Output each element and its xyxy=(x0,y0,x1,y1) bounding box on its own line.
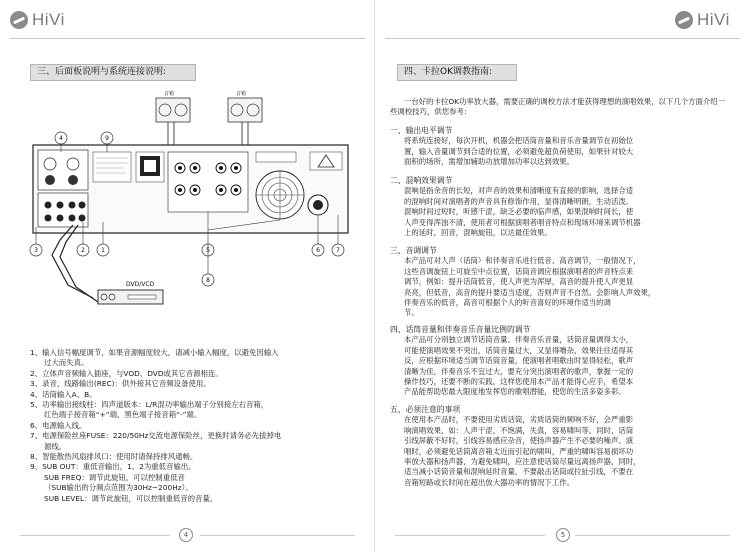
section-line: 伴奏音乐的低音，高音可根据个人的听音喜好的环境作适当的调 xyxy=(404,298,611,308)
rear-panel-diagram xyxy=(18,90,358,320)
section-line: 率放大器和扬声器，为避免啸叫，应注意使话筒尽量远离扬声器，同时， xyxy=(404,457,641,467)
callout-5: 5 xyxy=(206,247,210,254)
page-number-left: 4 xyxy=(179,528,193,542)
karaoke-intro: 一台好的卡拉OK功率放大器，需要正确的调校方法才能获得理想的演唱效果，以下几个方面介绍一些调校技巧，供您参考： xyxy=(390,97,726,117)
sub-note-1: SUB FREQ：调节此旋钮，可以控制重低音 xyxy=(44,472,185,482)
callout-6: 6 xyxy=(316,247,320,254)
callout-1: 1 xyxy=(101,247,105,254)
section-heading: 三、音调调节 xyxy=(390,246,437,255)
brand-logo xyxy=(10,10,65,30)
rear-panel-notes xyxy=(30,348,360,504)
section-line: 亮亮，但低音，高音的提升要适当适度，否则声音不自然。会影响人声效果， xyxy=(404,287,656,297)
callout-2: 2 xyxy=(81,247,85,254)
section-line: 操作技巧，还要不断的实践，这样您使用本产品才能得心应手，希望本 xyxy=(404,377,634,387)
speaker-right xyxy=(228,90,262,122)
section-line: 节。 xyxy=(404,308,419,318)
footer-rule-right-2 xyxy=(575,535,730,536)
section-line: 反，应根据环境适当调节话筒音量，使演唱者唱歌由时显得轻松，歌声 xyxy=(404,356,634,366)
footer-rule-left xyxy=(20,535,170,536)
section-line: 在使用本产品时，不要使用劣质话筒，劣质话筒的频响不好，会严重影 xyxy=(404,415,634,425)
hivi-logo-icon xyxy=(675,11,693,29)
section-line: 调节，例如：提升话筒低音，使人声更为浑厚，高音的提升使人声更显 xyxy=(404,277,634,287)
speaker-left-label: 音箱 xyxy=(164,91,175,97)
brand-name: HiVi xyxy=(32,10,65,29)
note-8: 8、智能散热风扇排风口：使用时请保持排风通畅。 xyxy=(30,452,198,462)
section-line: 本产品可对人声（话筒）和伴奏音乐进行低音、高音调节，一般情况下， xyxy=(404,256,641,266)
section-precautions xyxy=(390,405,728,488)
footer-rule-right xyxy=(200,535,355,536)
note-2: 2、立体声音频输入插座，与VOD、DVD或其它音源相连。 xyxy=(30,368,223,378)
section-heading: 四、话筒音量和伴奏音乐音量比例的调节 xyxy=(390,325,531,334)
section-output-level xyxy=(390,126,728,168)
section-reverb xyxy=(390,176,728,238)
section-line: 引线屏蔽不好时，引线容易感应杂音，使扬声器产生不必要的噪声。演 xyxy=(404,436,634,446)
section-line: 适当减小话筒音量和混响延时音量，不要敲击话筒或拉扯引线，不要在 xyxy=(404,467,634,477)
section-line: 的混响时间对演唱者的声音具有修饰作用，显得清晰明朗，生动活泼。 xyxy=(404,196,634,206)
brand-name-right: HiVi xyxy=(697,10,730,29)
section-tone xyxy=(390,246,728,319)
section-line: 响演唱效果，如：人声干涩，不饱满，失真，容易啸叫等。同时，话筒 xyxy=(404,425,634,435)
note-4: 4、话筒输入A、B。 xyxy=(30,389,97,399)
sub-note-3: SUB LEVEL：调节此旋钮，可以控制重低音的音量。 xyxy=(44,493,218,503)
callout-9: 9 xyxy=(105,135,109,142)
header-rule-right xyxy=(385,38,740,39)
footer-rule-left-2 xyxy=(395,535,545,536)
speaker-right-label: 音箱 xyxy=(236,91,247,97)
dvd-label: DVD/VCD xyxy=(126,281,155,288)
note-5: 5、功率输出接线柱：四声道版本：L/R混功率输出端子分别接左右音箱， xyxy=(30,400,269,410)
section-line: 人声变得浑浊不清，使用者可根据演唱者唱音特点和现场环境来调节机器 xyxy=(404,217,641,227)
section-line: 这些音调旋钮上可旋至中点位置，话筒音调应根据演唱者的声音特点来 xyxy=(404,266,634,276)
section-title-karaoke: 四、卡拉OK调教指南: xyxy=(397,64,517,81)
section-line: 音箱短路或长时间在超出放大器功率的情况下工作。 xyxy=(404,477,574,487)
rca-cable xyxy=(52,225,98,302)
hivi-logo-icon xyxy=(10,11,28,29)
dvd-player xyxy=(98,281,163,304)
speaker-left xyxy=(156,90,190,122)
note-6: 6、电源输入线。 xyxy=(30,420,87,430)
callout-3: 3 xyxy=(34,247,38,254)
section-heading: 五、必须注意的事项 xyxy=(390,405,461,414)
note-7: 7、电源保险丝座FUSE：220/50Hz交流电源保险丝，更换时请务必先拔掉电 xyxy=(30,431,282,441)
section-line: 置，输入音量调节到合适的位置，必须避免超负荷使用，如果针对较大 xyxy=(404,146,634,156)
section-line: 产品能帮助您最大限度地发挥您的歌唱潜能，使您的生活多姿多彩。 xyxy=(404,387,626,397)
brand-logo-right xyxy=(675,10,730,30)
callout-8: 8 xyxy=(206,277,210,284)
section-title-rear-panel: 三、后面板说明与系统连接说明: xyxy=(30,64,196,81)
note-3: 3、录音，线路输出(REC)：供外接其它音频设备使用。 xyxy=(30,379,211,389)
section-heading: 二、混响效果调节 xyxy=(390,176,453,185)
note-9: 9、SUB OUT：重低音输出，1、2为重低音输出。 xyxy=(30,462,196,472)
section-volume-ratio xyxy=(390,325,728,398)
callout-4: 4 xyxy=(59,135,63,142)
speaker-terminals xyxy=(168,152,248,212)
section-line: 唱时，必须避免话筒离音箱太近而引起的啸叫，严重的啸叫容易损坏功 xyxy=(404,446,634,456)
amplifier-rear-panel xyxy=(33,145,348,233)
section-heading: 一、输出电平调节 xyxy=(390,126,453,135)
note-5-cont: 红色端子接音箱“+”端，黑色端子接音箱“-”端。 xyxy=(44,410,202,420)
callout-7: 7 xyxy=(336,247,340,254)
section-line: 上的延时，回音，混响旋钮，以达最佳效果。 xyxy=(404,228,552,238)
section-line: 混响是指余音的长短，对声音的效果和清晰度有直接的影响，选择合适 xyxy=(404,186,634,196)
page-number-right: 5 xyxy=(556,528,570,542)
section-line: 将系统连接好，每次开机，机器会把话筒音量和音乐音量调节在初始位 xyxy=(404,136,634,146)
section-line: 可能使演唱效果不突出，话筒音量过大，又显得噜杂，效果往往适得其 xyxy=(404,345,634,355)
section-line: 清晰为佳，伴奏音乐不宜过大，要充分突出演唱者的歌声，掌握一定的 xyxy=(404,366,634,376)
section-line: 混响时间过短时，听感干涩，缺乏必要的临声感，如果混响时间长，使 xyxy=(404,207,634,217)
section-line: 面积的场所，需增加辅助功放增加功率以达到效果。 xyxy=(404,157,574,167)
header-rule xyxy=(10,38,365,39)
note-7-cont: 源线。 xyxy=(44,441,67,451)
section-line: 本产品可分别独立调节话筒音量、伴奏音乐音量，话筒音量调得太小， xyxy=(404,335,634,345)
sub-note-2: （SUB输出的分频点范围为30Hz~200Hz）。 xyxy=(44,483,193,493)
note-1: 1、输入信号幅度调节，如果音源幅度较大，请减小输入幅度，以避免因输入 xyxy=(30,348,279,357)
note-1-cont: 过大而失真。 xyxy=(44,358,89,368)
